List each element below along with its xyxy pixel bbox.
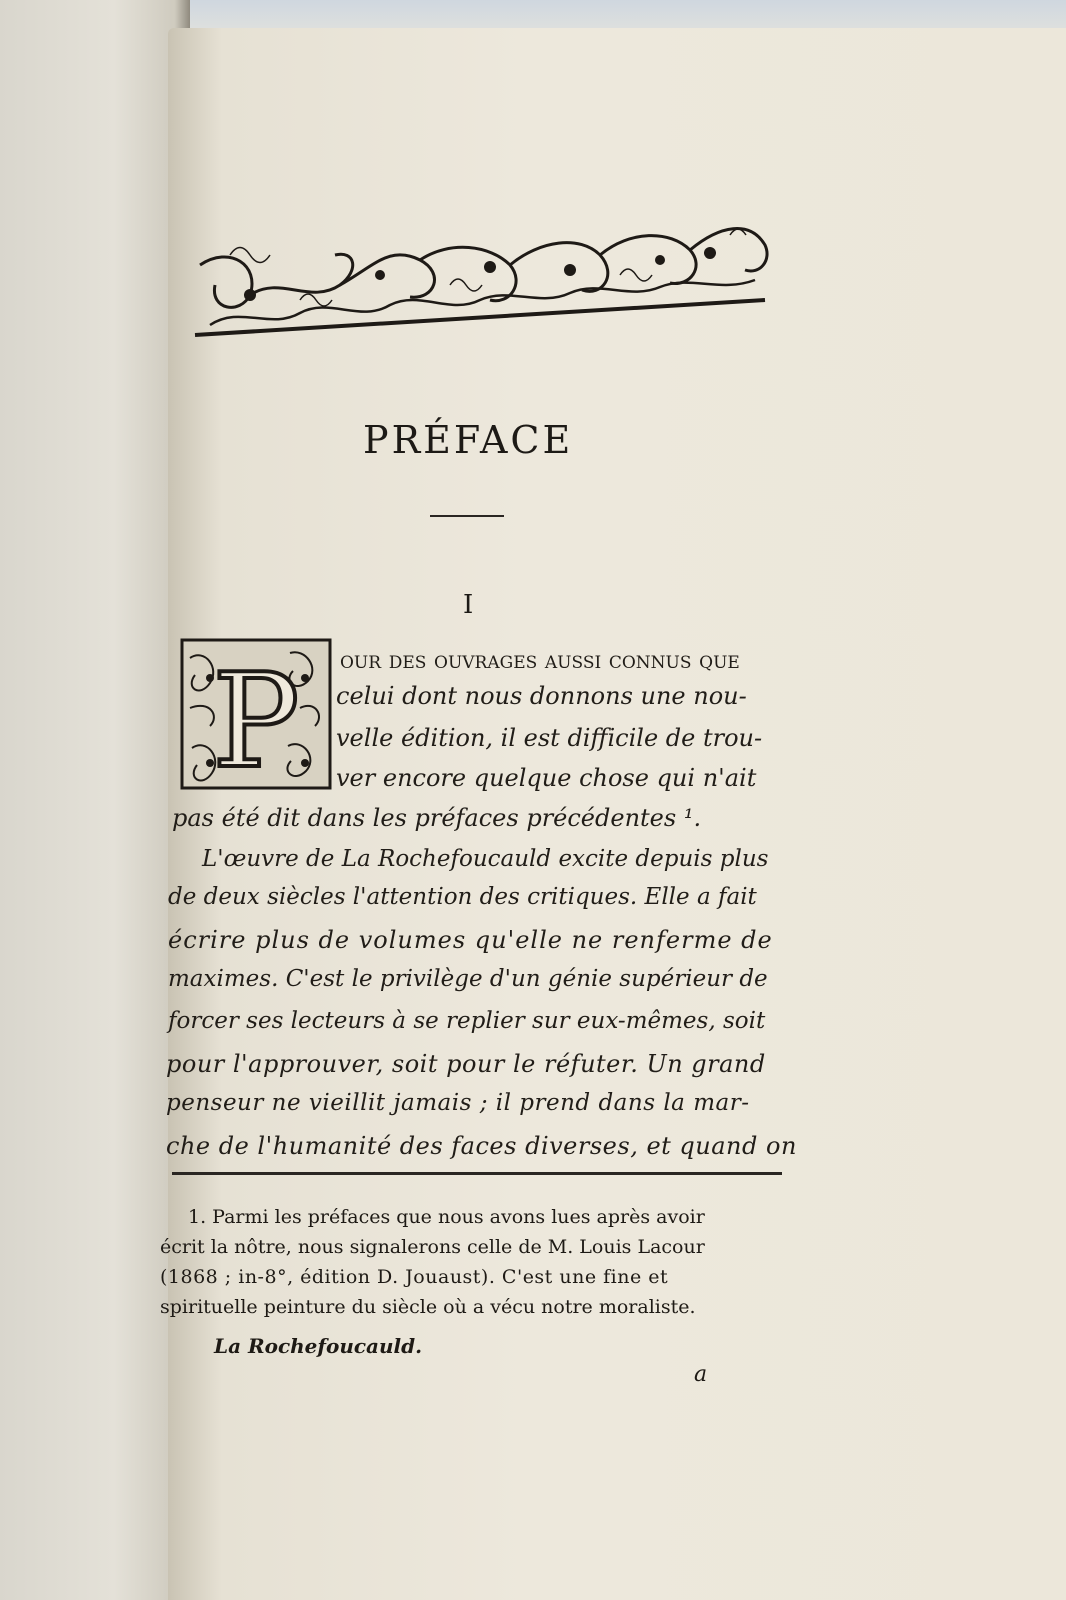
- drop-cap-letter: P: [212, 645, 300, 790]
- section-number: I: [463, 590, 474, 620]
- left-facing-page: [0, 0, 190, 1600]
- footnote-line-4: spirituelle peinture du siècle où a vécu notre moraliste.: [160, 1296, 696, 1318]
- footnote-line-2: écrit la nôtre, nous signalerons celle de M. Louis Lacour: [160, 1236, 705, 1258]
- drop-cap-ornament: [180, 638, 332, 790]
- title-rule: [430, 515, 504, 517]
- ornamental-headpiece: [190, 205, 774, 345]
- signature-mark: a: [694, 1362, 708, 1387]
- paragraph1-line-3: velle édition, il est difficile de trou-: [336, 724, 763, 752]
- paragraph2-line-5: forcer ses lecteurs à se replier sur eux-mêmes, soit: [168, 1008, 766, 1034]
- paragraph1-line-1-text: our des ouvrages aussi connus que: [340, 646, 740, 674]
- paragraph1-line-4: ver encore quelque chose qui n'ait: [336, 764, 757, 792]
- paragraph2-line-1: L'œuvre de La Rochefoucauld excite depuis plus: [202, 846, 769, 872]
- footnote-line-1: 1. Parmi les préfaces que nous avons lues après avoir: [188, 1206, 705, 1228]
- paragraph2-line-4: maximes. C'est le privilège d'un génie supérieur de: [168, 966, 768, 992]
- paragraph2-line-8: che de l'humanité des faces diverses, et quand on: [166, 1132, 797, 1160]
- footnote-rule: [172, 1172, 782, 1175]
- paragraph1-line-2: celui dont nous donnons une nou-: [336, 682, 747, 710]
- paragraph1-line-1: [340, 646, 740, 674]
- paragraph2-line-7: penseur ne vieillit jamais ; il prend dans la mar-: [166, 1090, 750, 1116]
- footnote-line-3: (1868 ; in-8°, édition D. Jouaust). C'est une fine et: [160, 1266, 669, 1288]
- paragraph2-line-2: de deux siècles l'attention des critiques. Elle a fait: [168, 884, 757, 910]
- signature-line: La Rochefoucauld.: [214, 1334, 423, 1358]
- paragraph2-line-6: pour l'approuver, soit pour le réfuter. Un grand: [166, 1050, 766, 1078]
- paragraph2-line-3: écrire plus de volumes qu'elle ne renferme de: [168, 926, 773, 954]
- paragraph1-line-5: pas été dit dans les préfaces précédentes ¹.: [172, 804, 702, 832]
- page-title: PRÉFACE: [363, 418, 574, 462]
